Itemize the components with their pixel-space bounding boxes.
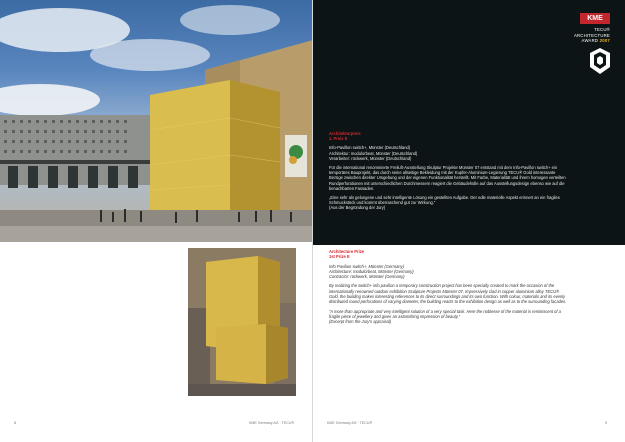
german-project: Info-Pavillon switch+, Münster (Deutschland)	[329, 145, 411, 151]
pavilion-photo	[0, 0, 313, 242]
kme-logo: KME	[580, 13, 610, 24]
award-word: AWARD	[581, 38, 599, 43]
award-year: 2007	[599, 38, 610, 43]
german-quote-source: (Aus der Begründung der Jury)	[329, 205, 386, 211]
english-project: Info Pavilion switch+, Münster (Germany)	[329, 263, 404, 269]
award-line-architecture: ARCHITECTURE	[573, 32, 610, 38]
english-quote-source: (Excerpt from the Jury's appraisal)	[329, 319, 392, 325]
german-architect: Architektur: modulorbeat, Münster (Deutschland)	[329, 150, 418, 156]
english-architect: Architecture: modulorbeat, Münster (Germany)	[329, 268, 414, 274]
left-page-number: 8	[14, 421, 16, 425]
right-footer-caption: KME Germany AG · TECU®	[327, 421, 373, 425]
english-prize-rank: 1st Prize E	[329, 254, 350, 260]
german-text	[329, 131, 569, 211]
pavilion-photo-illustration	[0, 0, 313, 242]
left-footer-caption: KME Germany AG · TECU®	[249, 421, 295, 425]
english-description: By realizing the switch+ info pavilion a temporary construction project has been specially created to mark the occasion of the internationally renowned outdoor exhibition Sculpture Projects Münster 07. Impressively clad in copper aluminium alloy TECU® Gold, the building makes interesting references to its direct surroundings and its own function. With colour, materials and its evenly distributed round perforations of varying diameter, the building reacts to the exhibition design as well as to the surrounding facades.	[329, 283, 567, 305]
german-description: Für die international renommierte Freiluft-Ausstellung Skulptur Projekte Münster 07 entstand mit dem Info-Pavillon switch+ ein temporäres Bauprojekt, das durch seine allseitige Bekleidung mit der Kupfer-Aluminium-Legierung TECU® Gold interessante Bezüge zwischen direkter Umgebung und der eigenen Funktionalität herstellt. Mit Farbe, Materialität und ihrem homogen verteilten Rundperforationen mit unterschiedlichen Durchmessern reagiert die Gebäudehülle auf das Ausstellungsdesign ebenso wie auf die benachbarten Fassaden.	[329, 165, 566, 191]
german-quote: „Eine sehr als gelungene und sehr intelligente Lösung ein gestellten Aufgabe. Der edle materielle Aspekt erinnert an ein fragiles Schmuckstück und kommt überraschend gut zur Wirkung.“	[329, 195, 560, 206]
english-prize-label: Architecture Prize	[329, 249, 365, 254]
pavilion-closeup-photo	[188, 248, 296, 396]
award-title	[560, 27, 610, 44]
english-quote: “A more than appropriate and very intelligent solution of a very special task. Here the noblesse of the material is reminiscent of a fragile piece of jewellery and gives an astonishing impression of beauty.”	[329, 308, 561, 319]
pavilion-closeup-illustration	[188, 248, 296, 396]
german-prize-label: Architekturpreis	[329, 131, 361, 136]
german-contractor: Verarbeiter: rückwerk, Münster (Deutschland)	[329, 155, 412, 161]
english-text	[329, 249, 569, 325]
award-line-award	[560, 38, 610, 44]
english-contractor: Contractor: rückwerk, Münster (Germany)	[329, 274, 405, 280]
right-page-number: 9	[605, 421, 607, 425]
award-emblem-icon	[590, 48, 610, 74]
award-line-tecu: TECU®	[594, 27, 610, 32]
german-prize-rank: 1. Preis E	[329, 136, 348, 142]
